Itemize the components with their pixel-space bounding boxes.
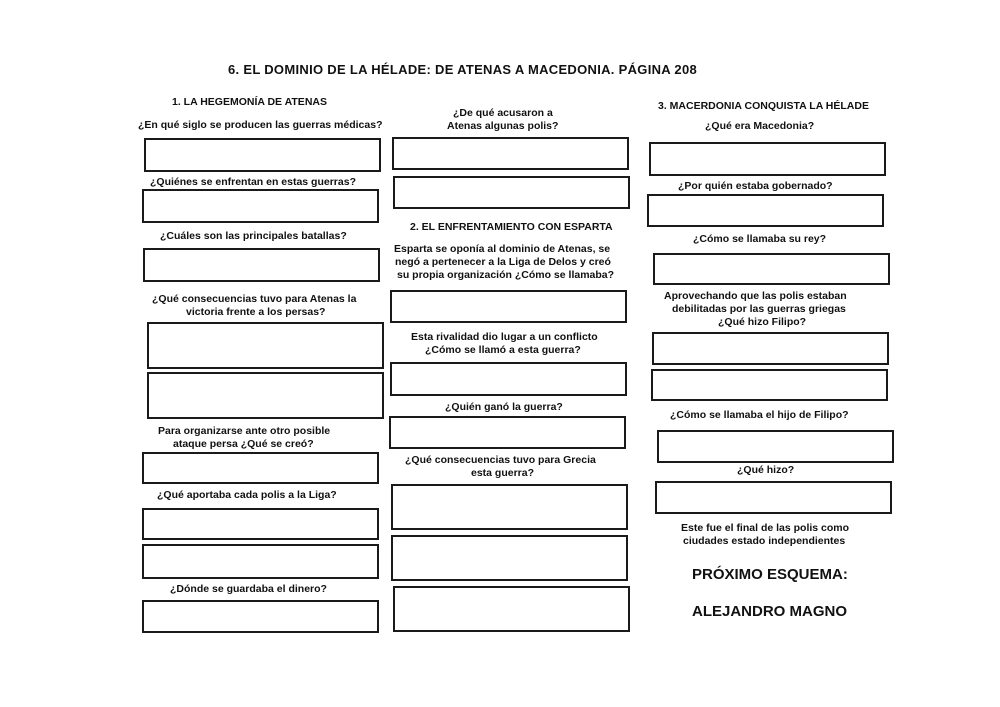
answer-box[interactable]	[391, 484, 628, 530]
question-text: Esta rivalidad dio lugar a un conflicto	[411, 331, 598, 343]
question-text: Esparta se oponía al dominio de Atenas, se	[394, 243, 611, 255]
next-scheme-topic: ALEJANDRO MAGNO	[692, 603, 848, 620]
question-text: ¿Qué consecuencias tuvo para Grecia	[405, 454, 596, 466]
question-text: Aprovechando que las polis estaban	[664, 290, 847, 302]
question-text: negó a pertenecer a la Liga de Delos y creó	[395, 256, 611, 268]
question-text: ataque persa ¿Qué se creó?	[173, 438, 314, 450]
answer-box[interactable]	[649, 142, 886, 176]
question-text: ¿Qué aportaba cada polis a la Liga?	[157, 489, 337, 501]
question-text: ¿Qué hizo Filipo?	[718, 316, 807, 328]
question-text: ¿Quiénes se enfrentan en estas guerras?	[150, 176, 356, 188]
question-text: Atenas algunas polis?	[447, 120, 559, 132]
answer-box[interactable]	[651, 369, 888, 401]
page-title: 6. EL DOMINIO DE LA HÉLADE: DE ATENAS A MACEDONIA. PÁGINA 208	[228, 62, 698, 77]
question-text: esta guerra?	[471, 467, 535, 479]
question-text: ¿Cuáles son las principales batallas?	[160, 230, 347, 242]
answer-box[interactable]	[655, 481, 892, 514]
answer-box[interactable]	[390, 290, 627, 323]
answer-box[interactable]	[647, 194, 884, 227]
answer-box[interactable]	[657, 430, 894, 463]
question-text: su propia organización ¿Cómo se llamaba?	[397, 269, 615, 281]
question-text: ¿Cómo se llamaba el hijo de Filipo?	[670, 409, 849, 421]
section-heading-2: 2. EL ENFRENTAMIENTO CON ESPARTA	[410, 221, 613, 233]
answer-box[interactable]	[393, 176, 630, 209]
question-text: Para organizarse ante otro posible	[158, 425, 331, 437]
question-text: ¿De qué acusaron a	[453, 107, 553, 119]
closing-note: ciudades estado independientes	[683, 535, 846, 547]
section-heading-3: 3. MACERDONIA CONQUISTA LA HÉLADE	[658, 100, 869, 112]
question-text: ¿Quién ganó la guerra?	[445, 401, 563, 413]
question-text: ¿Cómo se llamaba su rey?	[693, 233, 827, 245]
answer-box[interactable]	[142, 508, 379, 540]
answer-box[interactable]	[143, 248, 380, 282]
answer-box[interactable]	[389, 416, 626, 449]
answer-box[interactable]	[652, 332, 889, 365]
question-text: ¿Qué consecuencias tuvo para Atenas la	[152, 293, 357, 305]
question-text: ¿Qué hizo?	[737, 464, 795, 476]
question-text: ¿Cómo se llamó a esta guerra?	[425, 344, 581, 356]
answer-box[interactable]	[391, 535, 628, 581]
answer-box[interactable]	[142, 452, 379, 484]
answer-box[interactable]	[393, 586, 630, 632]
question-text: ¿Dónde se guardaba el dinero?	[170, 583, 327, 595]
answer-box[interactable]	[392, 137, 629, 170]
question-text: debilitadas por las guerras griegas	[672, 303, 846, 315]
answer-box[interactable]	[147, 322, 384, 369]
answer-box[interactable]	[653, 253, 890, 285]
closing-note: Este fue el final de las polis como	[681, 522, 850, 534]
question-text: victoria frente a los persas?	[186, 306, 326, 318]
answer-box[interactable]	[142, 544, 379, 579]
answer-box[interactable]	[142, 189, 379, 223]
answer-box[interactable]	[144, 138, 381, 172]
answer-box[interactable]	[142, 600, 379, 633]
question-text: ¿Qué era Macedonia?	[705, 120, 815, 132]
next-scheme-label: PRÓXIMO ESQUEMA:	[692, 566, 848, 583]
question-text: ¿En qué siglo se producen las guerras médicas?	[138, 119, 383, 131]
answer-box[interactable]	[147, 372, 384, 419]
answer-box[interactable]	[390, 362, 627, 396]
section-heading-1: 1. LA HEGEMONÍA DE ATENAS	[172, 96, 327, 108]
question-text: ¿Por quién estaba gobernado?	[678, 180, 833, 192]
